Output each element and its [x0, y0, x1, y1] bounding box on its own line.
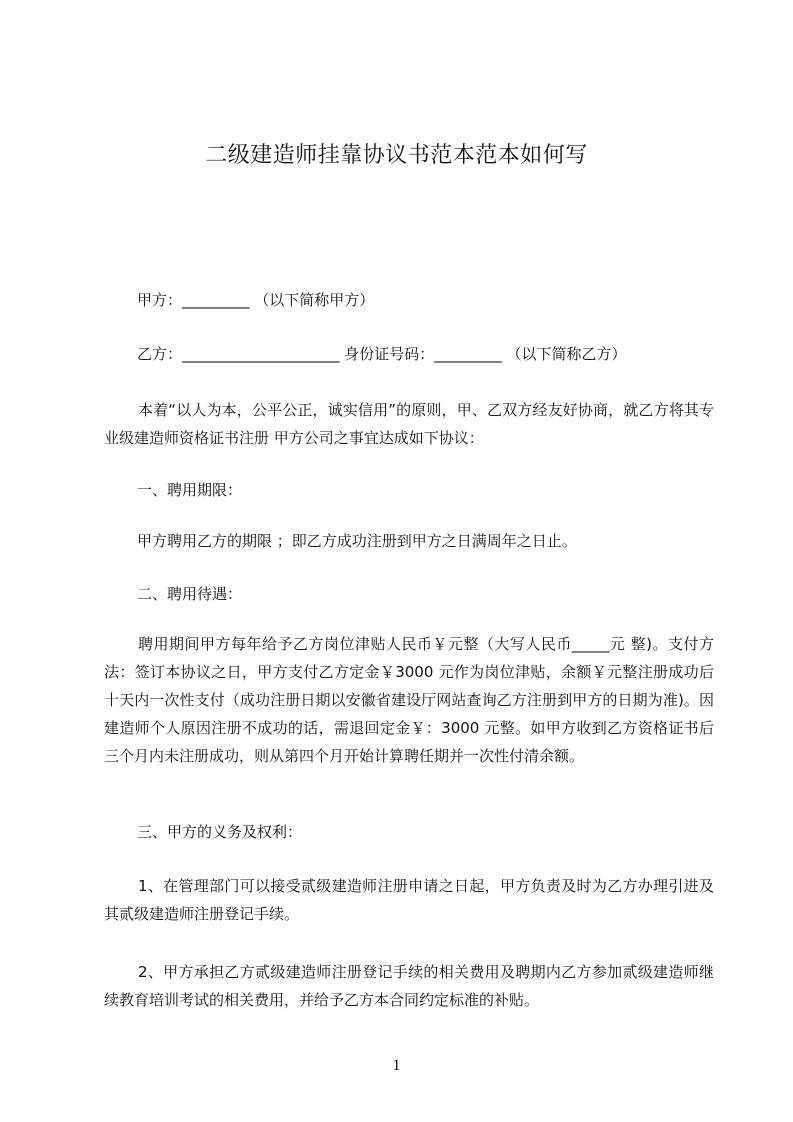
- document-title: 二级建造师挂靠协议书范本范本如何写: [205, 143, 588, 168]
- intro-paragraph: 本着“以人为本，公平公正，诚实信用”的原则，甲、乙双方经友好协商，就乙方将其专业级建造师资格证书注册 甲方公司之事宜达成如下协议：: [104, 401, 714, 447]
- section-3-heading: 三、甲方的义务及权利：: [137, 823, 303, 841]
- party-b-line: 乙方：_____________________ 身份证号码：_________ （以下简称乙方）: [137, 345, 627, 363]
- section-2-heading: 二、聘用待遇：: [137, 585, 243, 603]
- page-number: 1: [392, 1057, 401, 1074]
- section-1-heading: 一、聘用期限：: [137, 481, 243, 499]
- section-1-text: 甲方聘用乙方的期限 ；即乙方成功注册到甲方之日满周年之日止。: [137, 532, 577, 550]
- party-a-line: 甲方：_________ （以下简称甲方）: [137, 291, 375, 309]
- section-2-text: 聘用期间甲方每年给予乙方岗位津贴人民币￥元整（大写人民币_____元 整)。支付方法：签订本协议之日，甲方支付乙方定金￥3000 元作为岗位津贴，余额￥元整注册成功后十天内一次性支付（成功注册日期以安徽省建设厅网站查询乙方注册到甲方的日期为准)。因建造师个人原因注册不成功的话，需退回定金￥：3000 元整。如甲方收到乙方资格证书后三个月内未注册成功，则从第四个月开始计算聘任期并一次性付清余额。: [104, 635, 714, 765]
- section-3-item-2: 2、甲方承担乙方贰级建造师注册登记手续的相关费用及聘期内乙方参加贰级建造师继续教育培训考试的相关费用，并给予乙方本合同约定标准的补贴。: [104, 963, 714, 1009]
- section-3-item-1: 1、在管理部门可以接受贰级建造师注册申请之日起，甲方负责及时为乙方办理引进及其贰级建造师注册登记手续。: [104, 877, 714, 923]
